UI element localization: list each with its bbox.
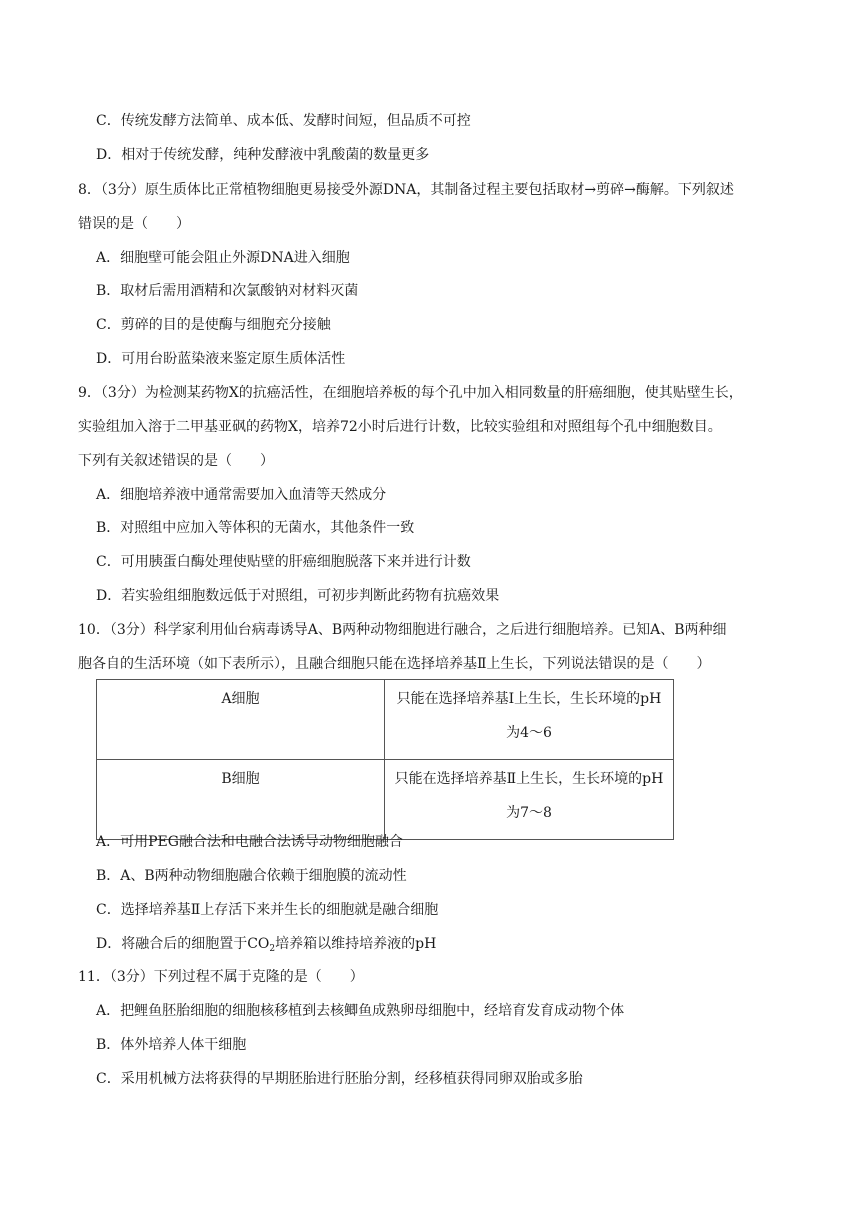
q11-option-c: C．采用机械方法将获得的早期胚胎进行胚胎分割，经移植获得同卵双胎或多胎 bbox=[96, 1071, 583, 1087]
table-cell-desc-line-2: 为4～6 bbox=[506, 725, 552, 741]
q8-stem-line-2: 错误的是（ ） bbox=[78, 216, 190, 232]
table-cell-desc-line-2: 为7～8 bbox=[506, 805, 552, 821]
q9-option-c: C．可用胰蛋白酶处理使贴壁的肝癌细胞脱落下来并进行计数 bbox=[96, 554, 471, 570]
q11-option-b: B．体外培养人体干细胞 bbox=[96, 1037, 247, 1053]
q10-option-a: A．可用PEG融合法和电融合法诱导动物细胞融合 bbox=[96, 834, 403, 850]
table-cell-desc-line-1: 只能在选择培养基Ⅰ上生长，生长环境的pH bbox=[396, 691, 662, 707]
q9-option-d: D．若实验组细胞数远低于对照组，可初步判断此药物有抗癌效果 bbox=[96, 588, 500, 604]
q10-option-b: B．A、B两种动物细胞融合依赖于细胞膜的流动性 bbox=[96, 868, 407, 884]
q8-option-d: D．可用台盼蓝染液来鉴定原生质体活性 bbox=[96, 351, 346, 367]
table-cell-name: B细胞 bbox=[97, 760, 385, 840]
table-cell-desc-line-1: 只能在选择培养基Ⅱ上生长，生长环境的pH bbox=[394, 771, 664, 787]
subscript-two: 2 bbox=[269, 944, 276, 954]
table-row bbox=[97, 760, 674, 840]
q10-option-d-text: D．将融合后的细胞置于CO bbox=[96, 936, 270, 952]
q9-stem-line-3: 下列有关叙述错误的是（ ） bbox=[78, 453, 274, 469]
q9-option-a: A．细胞培养液中通常需要加入血清等天然成分 bbox=[96, 487, 387, 503]
q9-stem-line-1: 9．（3分）为检测某药物X的抗癌活性，在细胞培养板的每个孔中加入相同数量的肝癌细胞，使其贴壁生长， bbox=[78, 385, 743, 401]
q10-option-d bbox=[96, 934, 436, 956]
table-cell-name: A细胞 bbox=[97, 680, 385, 760]
table-cell-desc bbox=[385, 760, 674, 840]
q10-option-d-text-end: 培养箱以维持培养液的pH bbox=[275, 936, 437, 952]
q10-stem-line-1: 10．（3分）科学家利用仙台病毒诱导A、B两种动物细胞进行融合，之后进行细胞培养。已知A、B两种细 bbox=[78, 622, 727, 638]
q9-stem-line-2: 实验组加入溶于二甲基亚砜的药物X，培养72小时后进行计数，比较实验组和对照组每个孔中细胞数目。 bbox=[78, 419, 722, 435]
q11-option-a: A．把鲤鱼胚胎细胞的细胞核移植到去核鲫鱼成熟卵母细胞中，经培育发育成动物个体 bbox=[96, 1003, 625, 1019]
q11-stem-line-1: 11．（3分）下列过程不属于克隆的是（ ） bbox=[78, 969, 364, 985]
q8-option-c: C．剪碎的目的是使酶与细胞充分接触 bbox=[96, 317, 331, 333]
q8-stem-line-1: 8．（3分）原生质体比正常植物细胞更易接受外源DNA，其制备过程主要包括取材→剪碎→酶解。下列叙述 bbox=[78, 182, 734, 198]
q9-option-b: B．对照组中应加入等体积的无菌水，其他条件一致 bbox=[96, 520, 415, 536]
table-cell-desc bbox=[385, 680, 674, 760]
q10-stem-line-2: 胞各自的生活环境（如下表所示），且融合细胞只能在选择培养基Ⅱ上生长，下列说法错误的是（ ） bbox=[78, 656, 711, 672]
q8-option-b: B．取材后需用酒精和次氯酸钠对材料灭菌 bbox=[96, 283, 359, 299]
cell-environment-table bbox=[96, 679, 674, 840]
q8-option-a: A．细胞壁可能会阻止外源DNA进入细胞 bbox=[96, 250, 350, 266]
q7-option-d: D．相对于传统发酵，纯种发酵液中乳酸菌的数量更多 bbox=[96, 147, 430, 163]
q10-option-c: C．选择培养基Ⅱ上存活下来并生长的细胞就是融合细胞 bbox=[96, 902, 439, 918]
q7-option-c: C．传统发酵方法简单、成本低、发酵时间短，但品质不可控 bbox=[96, 113, 471, 129]
table-row bbox=[97, 680, 674, 760]
